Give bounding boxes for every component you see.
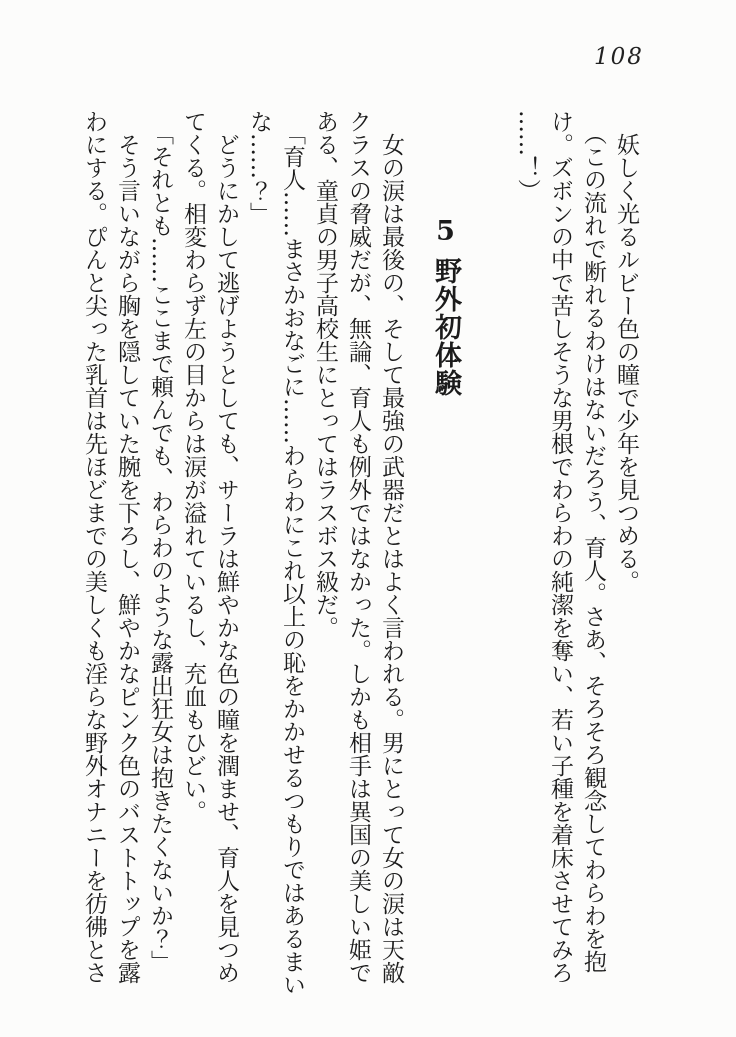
text-line: わにする。ぴんと尖った乳首は先ほどまでの美しくも淫らな野外オナニーを彷彿とさ <box>81 110 107 984</box>
text-line: クラスの脅威だが、無論、育人も例外ではなかった。しかも相手は異国の美しい姫で <box>345 110 371 984</box>
text-line: 妖しく光るルビー色の瞳で少年を見つめる。 <box>613 133 639 593</box>
page-number: 108 <box>594 44 644 70</box>
text-line: ある、童貞の男子高校生にとってはラスボス級だ。 <box>312 110 338 639</box>
chapter-title: 野外初体験 <box>430 257 461 397</box>
vertical-text-flow <box>77 110 642 1010</box>
text-line: ……！） <box>514 110 540 202</box>
text-line: 「それとも……ここまで頼んでも、わらわのような露出狂女は抱きたくないか？」 <box>147 121 173 973</box>
text-line: そう言いながら胸を隠していた腕を下ろし、鮮やかなピンク色のバストトップを露 <box>114 133 140 984</box>
text-line: どうにかして逃げようとしても、サーラは鮮やかな色の瞳を潤ませ、育人を見つめ <box>213 133 239 984</box>
chapter-number: 5 <box>430 216 461 247</box>
text-line: な……？」 <box>246 110 272 225</box>
text-line: （この流れで断れるわけはないだろう、育人。さあ、そろそろ観念してわらわを抱 <box>580 121 606 973</box>
chapter-heading <box>425 110 465 1010</box>
text-line: 「育人……まさかおなごに……わらわにこれ以上の恥をかかせるつもりではあるまい <box>279 121 305 996</box>
text-line: てくる。相変わらず左の目からは涙が溢れているし、充血もひどい。 <box>180 110 206 823</box>
text-line: 女の涙は最後の、そして最強の武器だとはよく言われる。男にとって女の涙は天敵 <box>378 133 404 984</box>
text-line: け。ズボンの中で苦しそうな男根でわらわの純潔を奪い、若い子種を着床させてみろ <box>547 110 573 984</box>
